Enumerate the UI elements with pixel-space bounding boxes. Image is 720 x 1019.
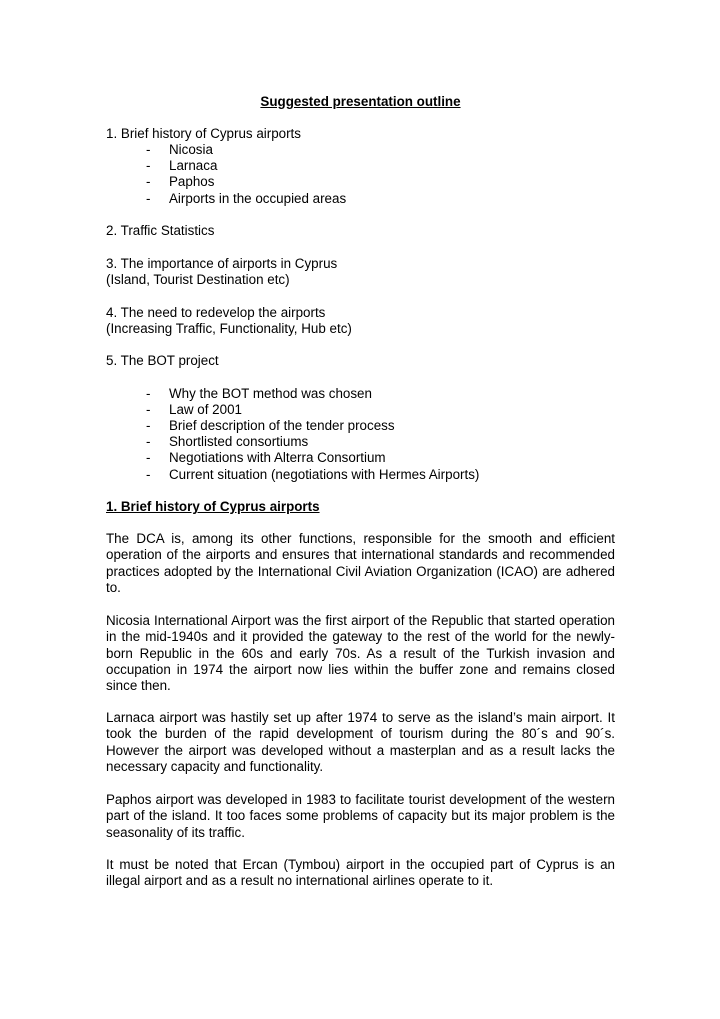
section-heading: 1. Brief history of Cyprus airports xyxy=(106,499,320,514)
outline-item-5: 5. The BOT project xyxy=(106,353,219,368)
paragraph: It must be noted that Ercan (Tymbou) airport in the occupied part of Cyprus is an illegal airport and as a result no international airlines operate to it. xyxy=(106,857,615,889)
outline-subitem: - Brief description of the tender process xyxy=(146,418,395,433)
outline-subitem: - Airports in the occupied areas xyxy=(146,191,347,206)
paragraph: The DCA is, among its other functions, responsible for the smooth and efficient operation of the airports and ensures that international standards and recommended practices adopted by the International Civil Aviation Organization (ICAO) are adhered to. xyxy=(106,531,615,595)
outline-subitem: - Negotiations with Alterra Consortium xyxy=(146,450,386,465)
paragraph: Larnaca airport was hastily set up after 1974 to serve as the island’s main airport. It took the burden of the rapid development of tourism during the 80´s and 90´s. However the airport was developed without a masterplan and as a result lacks the necessary capacity and functionality. xyxy=(106,710,615,774)
paragraph: Paphos airport was developed in 1983 to facilitate tourist development of the western part of the island. It too faces some problems of capacity but its major problem is the seasonality of its traffic. xyxy=(106,792,615,840)
outline-item-2: 2. Traffic Statistics xyxy=(106,223,215,238)
outline-subitem: - Current situation (negotiations with Hermes Airports) xyxy=(146,467,480,482)
outline-subitem: - Paphos xyxy=(146,174,215,189)
outline-subitem: - Law of 2001 xyxy=(146,402,242,417)
outline-subitem: - Larnaca xyxy=(146,158,218,173)
outline-subitem: - Nicosia xyxy=(146,142,213,157)
outline-item-1: 1. Brief history of Cyprus airports xyxy=(106,126,301,141)
document-title: Suggested presentation outline xyxy=(260,94,461,109)
outline-subitem: - Why the BOT method was chosen xyxy=(146,386,372,401)
outline-item-4-note: (Increasing Traffic, Functionality, Hub etc) xyxy=(106,321,352,336)
paragraph: Nicosia International Airport was the first airport of the Republic that started operation in the mid-1940s and it provided the gateway to the rest of the world for the newly-born Republic in the 60s and early 70s. As a result of the Turkish invasion and occupation in 1974 the airport now lies within the buffer zone and remains closed since then. xyxy=(106,613,615,694)
outline-item-3: 3. The importance of airports in Cyprus xyxy=(106,256,338,271)
outline-item-4: 4. The need to redevelop the airports xyxy=(106,305,326,320)
outline-item-3-note: (Island, Tourist Destination etc) xyxy=(106,272,290,287)
outline-subitem: - Shortlisted consortiums xyxy=(146,434,309,449)
